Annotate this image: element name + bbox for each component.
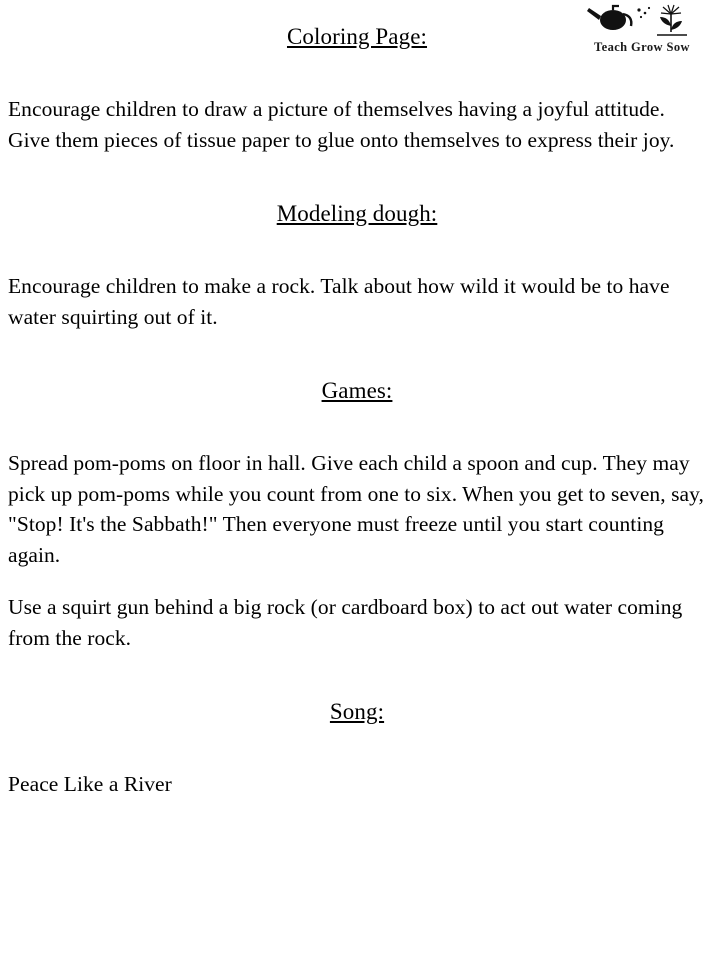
section-heading-song: Song: — [329, 699, 385, 725]
section-paragraph-games-1: Spread pom-poms on floor in hall. Give each child a spoon and cup. They may pick up pom-poms while you count from one to six. When you get to seven, say, "Stop! It's the Sabbath!" Then everyone must freeze until you start counting again. — [8, 451, 704, 567]
logo — [582, 2, 702, 60]
section-paragraph-song: Peace Like a River — [8, 772, 172, 797]
section-heading-modeling-dough: Modeling dough: — [276, 201, 438, 227]
watering-can-seedling-icon — [583, 2, 701, 42]
section-heading-coloring-page: Coloring Page: — [286, 24, 428, 49]
section-heading-games: Games: — [321, 378, 393, 404]
section-paragraph-games-2: Use a squirt gun behind a big rock (or cardboard box) to act out water coming from the rock. — [8, 595, 683, 650]
section-paragraph-modeling-dough: Encourage children to make a rock. Talk about how wild it would be to have water squirting out of it. — [8, 274, 670, 329]
logo-text: Teach Grow Sow — [594, 40, 690, 54]
section-paragraph-coloring-page: Encourage children to draw a picture of themselves having a joyful attitude. Give them pieces of tissue paper to glue onto themselves to express their joy. — [8, 97, 675, 152]
